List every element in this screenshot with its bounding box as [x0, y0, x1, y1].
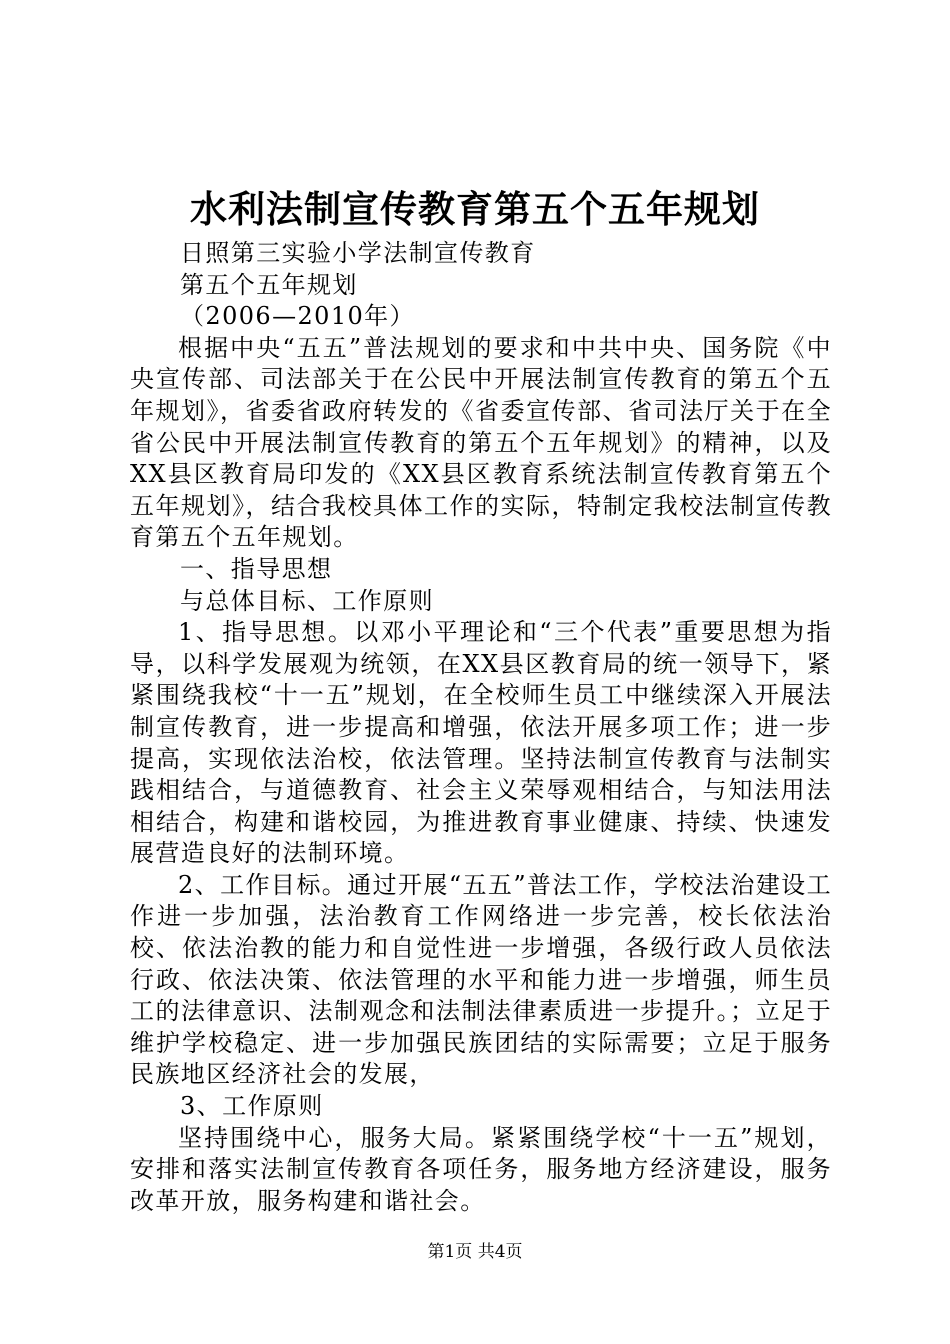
section1-subheading: 与总体目标、工作原则 [180, 586, 434, 615]
document-body [130, 238, 832, 1217]
intro-paragraph: 根据中央“五五”普法规划的要求和中共中央、国务院《中央宣传部、司法部关于在公民中开展法制宣传教育的第五个五年规划》，省委省政府转发的《省委宣传部、省司法厅关于在全省公民中开展法制宣传教育的第五个五年规划》的精神，以及XX县区教育局印发的《XX县区教育系统法制宣传教育第五个五年规划》，结合我校具体工作的实际，特制定我校法制宣传教育第五个五年规划。 [130, 333, 832, 552]
subtitle-years: （2006—2010年） [180, 302, 415, 331]
work-principles-heading: 3、工作原则 [180, 1092, 324, 1121]
subtitle-school: 日照第三实验小学法制宣传教育 [180, 239, 536, 267]
work-principles-paragraph: 坚持围绕中心，服务大局。紧紧围绕学校“十一五”规划，安排和落实法制宣传教育各项任务，服务地方经济建设，服务改革开放，服务构建和谐社会。 [130, 1123, 832, 1215]
section1-heading: 一、指导思想 [180, 554, 333, 583]
document-title: 水利法制宣传教育第五个五年规划 [190, 188, 760, 231]
page-number-footer: 第1页 共4页 [427, 1242, 523, 1262]
guiding-ideology-paragraph: 1、指导思想。以邓小平理论和“三个代表”重要思想为指导，以科学发展观为统领，在XX县区教育局的统一领导下，紧紧围绕我校“十一五”规划，在全校师生员工中继续深入开展法制宣传教育，进一步提高和增强，依法开展多项工作；进一步提高，实现依法治校，依法管理。坚持法制宣传教育与法制实践相结合，与道德教育、社会主义荣辱观相结合，与知法用法相结合，构建和谐校园，为推进教育事业健康、持续、快速发展营造良好的法制环境。 [130, 618, 832, 868]
work-goals-paragraph: 2、工作目标。通过开展“五五”普法工作，学校法治建设工作进一步加强，法治教育工作网络进一步完善，校长依法治校、依法治教的能力和自觉性进一步增强，各级行政人员依法行政、依法决策、依法管理的水平和能力进一步增强，师生员工的法律意识、法制观念和法制法律素质进一步提升。；立足于维护学校稳定、进一步加强民族团结的实际需要；立足于服务民族地区经济社会的发展， [130, 870, 832, 1089]
subtitle-plan: 第五个五年规划 [180, 270, 358, 299]
